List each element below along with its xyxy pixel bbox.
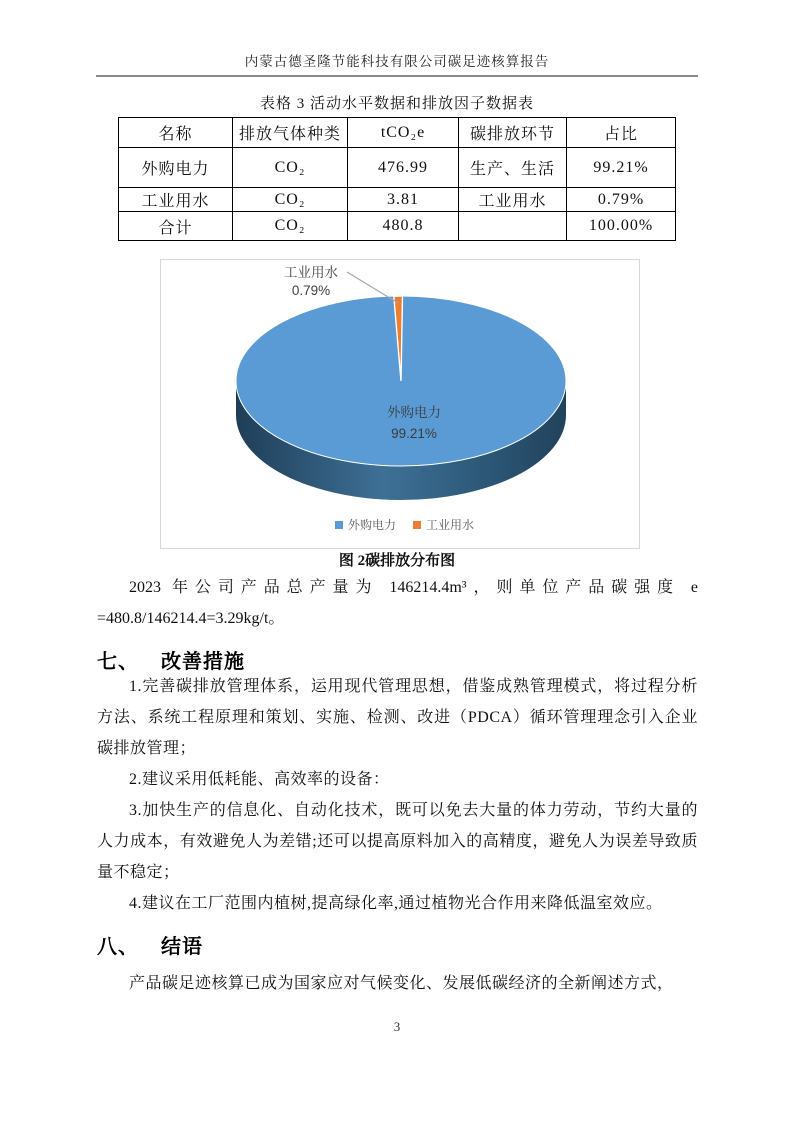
cell-stage: 工业用水	[459, 188, 567, 212]
document-header-title: 内蒙古德圣隆节能科技有限公司碳足迹核算报告	[244, 54, 550, 69]
section-title: 改善措施	[161, 651, 245, 673]
cell-share: 0.79%	[567, 188, 676, 212]
cell-name: 合计	[119, 212, 233, 241]
cell-tco2e: 476.99	[348, 148, 459, 188]
cell-gas: CO₂	[233, 212, 348, 241]
cell-share: 99.21%	[567, 148, 676, 188]
intro-line-2: =480.8/146214.4=3.29kg/t。	[97, 610, 285, 627]
improvement-measures-list	[97, 671, 698, 919]
legend-swatch-electricity	[335, 521, 343, 529]
pie-chart-frame	[160, 259, 640, 549]
measure-item-1: 1.完善碳排放管理体系，运用现代管理思想，借鉴成熟管理模式，将过程分析方法、系统工程原理和策划、实施、检测、改进（PDCA）循环管理理念引入企业碳排放管理；	[97, 678, 698, 757]
table-header-row	[119, 118, 676, 148]
cell-gas: CO₂	[233, 148, 348, 188]
conclusion-paragraph-block	[97, 968, 698, 999]
table-row-total	[119, 212, 676, 241]
section-heading-8	[97, 930, 203, 959]
col-header-tco2e: tCO₂e	[348, 118, 459, 148]
intro-paragraph	[97, 572, 698, 634]
legend-label-electricity: 外购电力	[348, 518, 397, 532]
col-header-name: 名称	[119, 118, 233, 148]
legend-swatch-water	[413, 521, 421, 529]
measure-item-2: 2.建议采用低耗能、高效率的设备：	[129, 771, 390, 788]
col-header-emission-stage: 碳排放环节	[459, 118, 567, 148]
cell-name: 工业用水	[119, 188, 233, 212]
section-title: 结语	[161, 936, 203, 958]
cell-gas: CO₂	[233, 188, 348, 212]
table-row	[119, 188, 676, 212]
label-industrial-water-pct: 0.79%	[291, 283, 331, 298]
cell-tco2e: 3.81	[348, 188, 459, 212]
cell-stage	[459, 212, 567, 241]
measure-item-3: 3.加快生产的信息化、自动化技术，既可以免去大量的体力劳动，节约大量的人力成本，有效避免人为差错;还可以提高原料加入的高精度，避免人为误差导致质量不稳定；	[97, 802, 698, 881]
intro-line-1: 2023 年公司产品总产量为 146214.4m³，则单位产品碳强度 e	[129, 579, 698, 596]
legend-label-water: 工业用水	[426, 518, 475, 532]
header-divider	[96, 75, 698, 77]
emission-data-table	[118, 117, 676, 241]
table-row	[119, 148, 676, 188]
cell-tco2e: 480.8	[348, 212, 459, 241]
label-purchased-electricity: 外购电力	[387, 405, 441, 420]
cell-name: 外购电力	[119, 148, 233, 188]
col-header-share: 占比	[567, 118, 676, 148]
cell-stage: 生产、生活	[459, 148, 567, 188]
label-purchased-electricity-pct: 99.21%	[391, 426, 437, 441]
col-header-gas-type: 排放气体种类	[233, 118, 348, 148]
pie-chart	[161, 260, 637, 546]
table-caption: 表格 3 活动水平数据和排放因子数据表	[259, 96, 534, 112]
figure-caption: 图 2碳排放分布图	[338, 553, 456, 569]
section-number: 八、	[97, 936, 139, 958]
cell-share: 100.00%	[567, 212, 676, 241]
measure-item-4: 4.建议在工厂范围内植树,提高绿化率,通过植物光合作用来降低温室效应。	[129, 895, 663, 912]
section-heading-7	[97, 645, 245, 674]
page-number: 3	[393, 1019, 401, 1034]
conclusion-paragraph: 产品碳足迹核算已成为国家应对气候变化、发展低碳经济的全新阐述方式，	[129, 975, 674, 992]
section-number: 七、	[97, 651, 139, 673]
label-industrial-water: 工业用水	[284, 265, 338, 280]
